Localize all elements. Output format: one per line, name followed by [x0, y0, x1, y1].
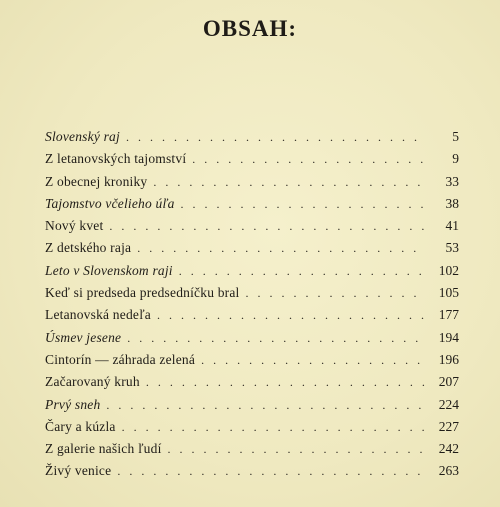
toc-entry-page: 224 [438, 396, 459, 412]
contents-title: OBSAH: [202, 16, 298, 41]
toc-entry-page: 207 [438, 374, 459, 390]
dot-leader [120, 416, 425, 438]
toc-entry [45, 460, 459, 482]
toc-entry-page: 33 [445, 173, 459, 189]
dot-leader [179, 193, 425, 215]
toc-entry-title: Živý venice [45, 463, 112, 479]
toc-entry [45, 371, 459, 393]
toc-entry-page: 5 [452, 129, 459, 144]
toc-entry [45, 304, 459, 326]
toc-entry-title: Začarovaný kruh [45, 374, 140, 390]
dot-leader [155, 304, 425, 326]
toc-entry-title: Nový kvet [45, 218, 104, 234]
dot-leader [124, 126, 425, 148]
toc-entry-title: Z galerie našich ľudí [45, 441, 162, 457]
toc-entry-page: 53 [445, 240, 459, 256]
toc-entry-page: 242 [438, 441, 459, 457]
toc-entry-page: 105 [438, 285, 459, 301]
dot-leader [107, 215, 425, 237]
toc-entry [45, 438, 459, 460]
toc-entry-title: Letanovská nedeľa [45, 307, 151, 323]
toc-entry-title: Slovenský raj [45, 129, 120, 144]
toc-entry [45, 148, 459, 170]
toc-entry-page: 38 [445, 195, 459, 211]
toc-entry-title: Z obecnej kroniky [45, 173, 148, 189]
dot-leader [166, 438, 425, 460]
dot-leader [115, 460, 425, 482]
toc-entry-title: Prvý sneh [45, 396, 101, 412]
toc-entry [45, 260, 459, 282]
toc-entry-page: 263 [438, 463, 459, 479]
toc-entry-title: Z detského raja [45, 240, 132, 256]
toc-entry-page: 196 [438, 351, 459, 367]
toc-entry-title: Z letanovských tajomství [45, 151, 187, 167]
toc-entry [45, 193, 459, 215]
toc-entry [45, 394, 459, 416]
dot-leader [135, 237, 425, 259]
dot-leader [190, 148, 425, 170]
dot-leader [125, 327, 425, 349]
toc-entry-title: Cintorín — záhrada zelená [45, 351, 196, 367]
dot-leader [144, 371, 425, 393]
table-of-contents [45, 126, 459, 483]
dot-leader [104, 394, 425, 416]
toc-entry-page: 102 [438, 262, 459, 278]
dot-leader [244, 282, 425, 304]
toc-entry [45, 215, 459, 237]
dot-leader [177, 260, 425, 282]
toc-entry-title: Keď si predseda predsedníčku bral [45, 285, 240, 301]
toc-entry-title: Leto v Slovenskom raji [45, 262, 173, 278]
toc-entry [45, 126, 459, 148]
toc-entry-page: 194 [438, 329, 459, 345]
toc-entry [45, 171, 459, 193]
toc-entry-title: Čary a kúzla [45, 418, 116, 434]
toc-entry [45, 327, 459, 349]
toc-entry [45, 237, 459, 259]
dot-leader [151, 171, 425, 193]
toc-entry-page: 177 [438, 307, 459, 323]
toc-entry-title: Úsmev jesene [45, 329, 122, 345]
toc-entry [45, 349, 459, 371]
toc-entry-page: 41 [445, 218, 459, 234]
toc-entry [45, 416, 459, 438]
dot-leader [199, 349, 425, 371]
toc-entry-title: Tajomstvo včelieho úľa [45, 195, 175, 211]
toc-entry-page: 9 [452, 151, 459, 167]
toc-entry-page: 227 [438, 418, 459, 434]
toc-entry [45, 282, 459, 304]
